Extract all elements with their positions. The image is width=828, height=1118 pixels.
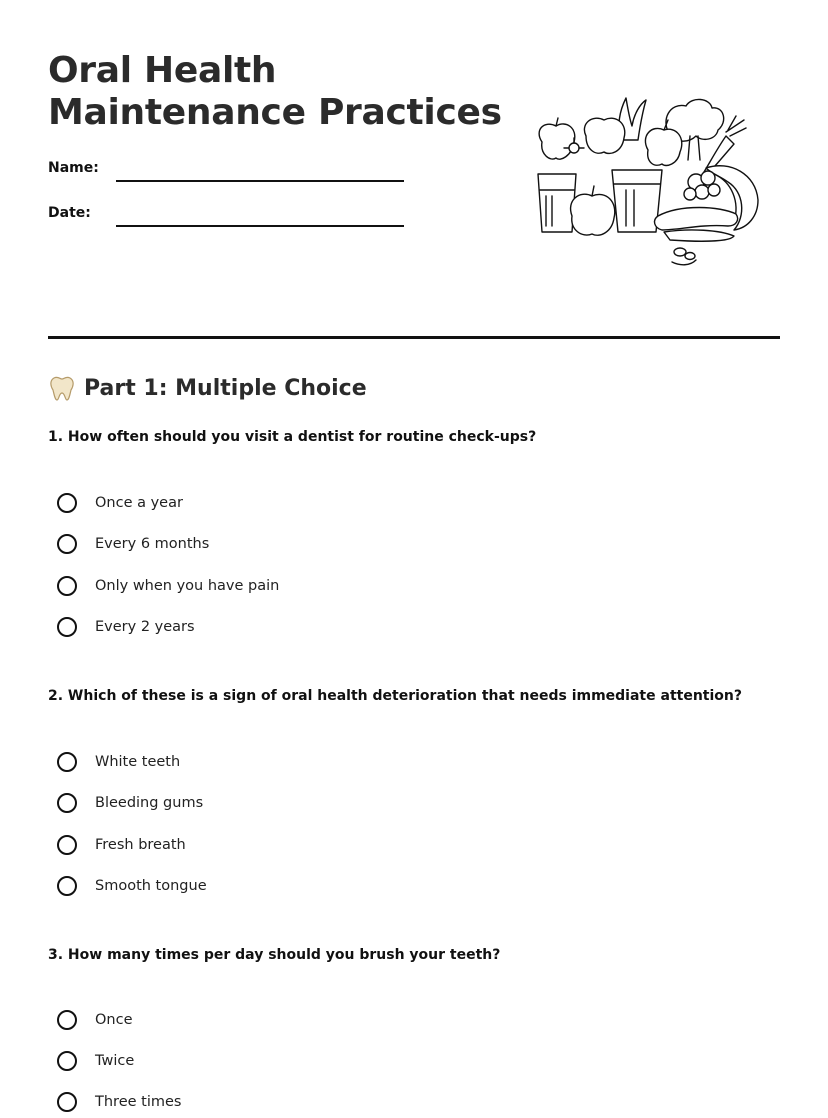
radio-button[interactable] bbox=[57, 793, 77, 813]
q2-option-1[interactable] bbox=[57, 752, 180, 772]
option-label: Once bbox=[95, 1012, 133, 1028]
option-label: Twice bbox=[95, 1053, 135, 1069]
glass-icon bbox=[538, 174, 576, 232]
part-1-heading bbox=[48, 374, 367, 402]
q1-option-1[interactable] bbox=[57, 493, 183, 513]
radio-button[interactable] bbox=[57, 835, 77, 855]
q2-option-2[interactable] bbox=[57, 793, 203, 813]
name-label: Name: bbox=[48, 160, 99, 176]
question-1: 1. How often should you visit a dentist for routine check-ups? bbox=[48, 429, 537, 445]
option-label: White teeth bbox=[95, 754, 181, 770]
option-label: Once a year bbox=[95, 495, 183, 511]
option-label: Smooth tongue bbox=[95, 878, 207, 894]
q1-option-4[interactable] bbox=[57, 617, 195, 637]
option-label: Only when you have pain bbox=[95, 578, 280, 594]
option-label: Bleeding gums bbox=[95, 795, 204, 811]
cucumber-icon bbox=[655, 208, 738, 242]
option-label: Three times bbox=[95, 1094, 182, 1110]
option-label: Every 6 months bbox=[95, 536, 210, 552]
page-title-line-2: Maintenance Practices bbox=[48, 92, 502, 133]
radio-button[interactable] bbox=[57, 534, 77, 554]
option-label: Every 2 years bbox=[95, 619, 195, 635]
radio-button[interactable] bbox=[57, 617, 77, 637]
fruits-vegetables-illustration bbox=[530, 90, 766, 275]
apple-icon bbox=[539, 118, 575, 159]
q3-option-2[interactable] bbox=[57, 1051, 134, 1071]
page-title bbox=[48, 50, 502, 134]
radio-button[interactable] bbox=[57, 493, 77, 513]
option-label: Fresh breath bbox=[95, 837, 186, 853]
question-2: 2. Which of these is a sign of oral health deterioration that needs immediate attention? bbox=[48, 688, 742, 704]
radio-button[interactable] bbox=[57, 1010, 77, 1030]
radio-button[interactable] bbox=[57, 1092, 77, 1112]
q1-option-3[interactable] bbox=[57, 576, 279, 596]
date-label: Date: bbox=[48, 205, 91, 221]
radio-button[interactable] bbox=[57, 876, 77, 896]
radio-button[interactable] bbox=[57, 576, 77, 596]
q2-option-3[interactable] bbox=[57, 835, 186, 855]
section-divider bbox=[48, 336, 780, 339]
radio-button[interactable] bbox=[57, 752, 77, 772]
name-field[interactable] bbox=[116, 180, 404, 182]
q3-option-3[interactable] bbox=[57, 1092, 181, 1112]
question-3: 3. How many times per day should you brush your teeth? bbox=[48, 947, 501, 963]
date-field[interactable] bbox=[116, 225, 404, 227]
q1-option-2[interactable] bbox=[57, 534, 209, 554]
radio-button[interactable] bbox=[57, 1051, 77, 1071]
q2-option-4[interactable] bbox=[57, 876, 207, 896]
tooth-icon bbox=[48, 374, 76, 402]
page-title-line-1: Oral Health bbox=[48, 50, 277, 91]
q3-option-1[interactable] bbox=[57, 1010, 133, 1030]
part-1-heading-text: Part 1: Multiple Choice bbox=[84, 375, 367, 401]
